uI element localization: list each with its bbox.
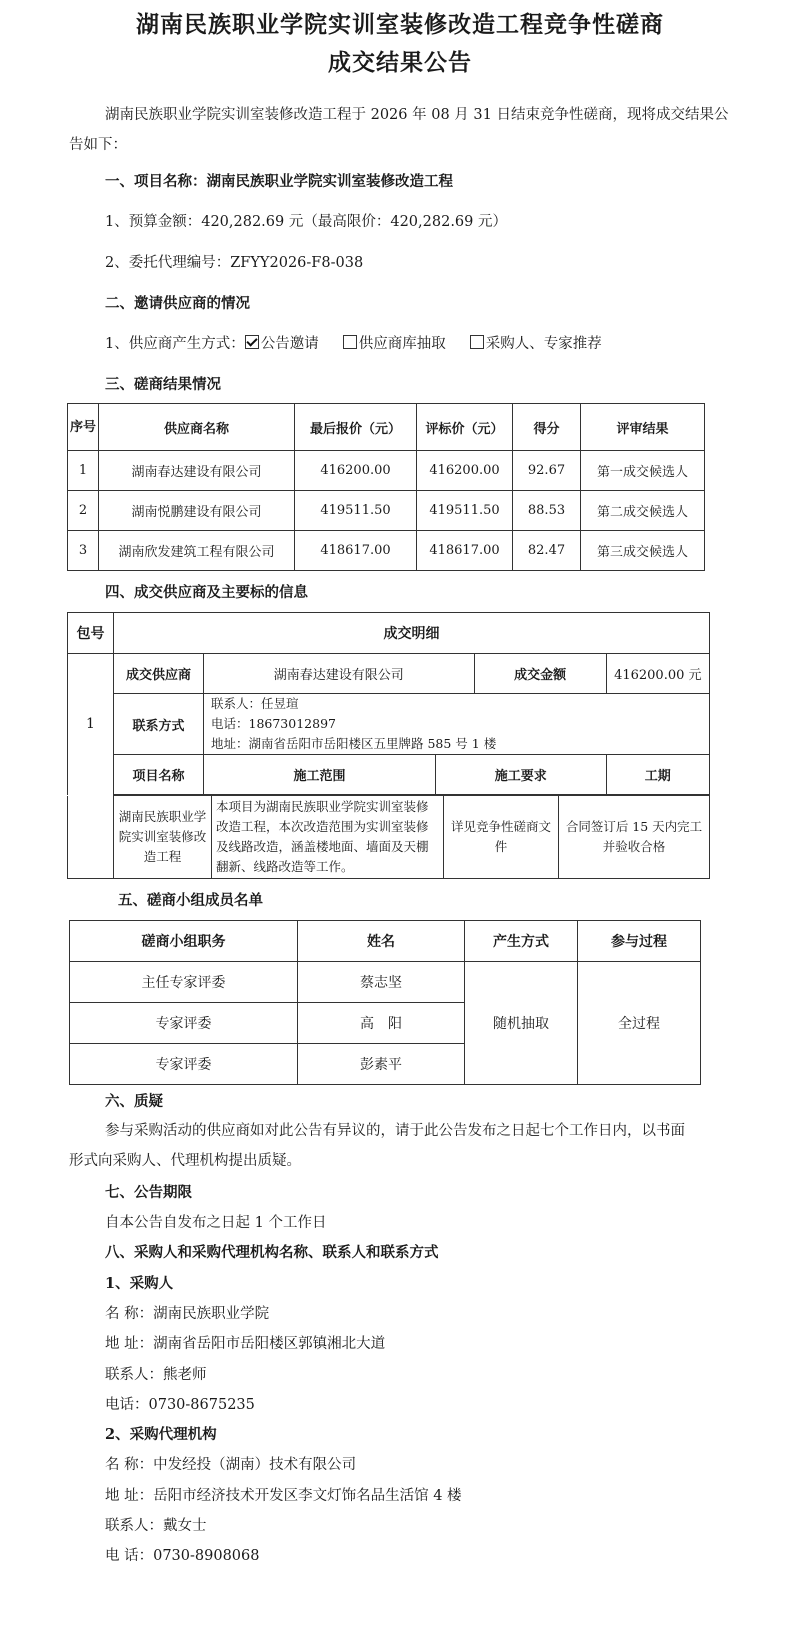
cell: 湖南欣发建筑工程有限公司	[99, 531, 295, 571]
table-header-row	[68, 404, 705, 451]
cell: 418617.00	[417, 531, 513, 571]
requirement-label: 施工要求	[436, 755, 607, 795]
checkbox-empty-icon	[343, 335, 357, 349]
cell: 3	[68, 531, 99, 571]
intro-paragraph: 湖南民族职业学院实训室装修改造工程于 2026 年 08 月 31 日结束竞争性磋商，现将成交结果公告如下：	[69, 107, 729, 153]
section-3-heading: 三、磋商结果情况	[105, 376, 221, 393]
section-7-heading: 七、公告期限	[105, 1184, 192, 1201]
cell: 1	[68, 451, 99, 491]
challenge-paragraph: 参与采购活动的供应商如对此公告有异议的，请于此公告发布之日起七个工作日内，以书面形式向采购人、代理机构提出质疑。	[69, 1123, 685, 1169]
supplier-method-line	[105, 332, 602, 353]
section-6-heading: 六、质疑	[105, 1093, 163, 1110]
cell: 2	[68, 491, 99, 531]
supplier-label: 成交供应商	[114, 654, 204, 694]
col-name: 姓名	[298, 921, 465, 962]
col-score: 得分	[513, 404, 581, 451]
cell: 湖南悦鹏建设有限公司	[99, 491, 295, 531]
agency-phone: 电 话：0730-8908068	[105, 1548, 260, 1564]
notice-period-text: 自本公告自发布之日起 1 个工作日	[105, 1215, 327, 1231]
cell: 82.47	[513, 531, 581, 571]
agency-heading: 2、采购代理机构	[105, 1426, 217, 1443]
page-subtitle: 成交结果公告	[328, 49, 472, 76]
cell: 88.53	[513, 491, 581, 531]
cell: 418617.00	[295, 531, 417, 571]
table-row	[68, 451, 705, 491]
buyer-contact: 联系人：熊老师	[105, 1367, 207, 1383]
cell: 专家评委	[70, 1003, 298, 1044]
col-deal-detail: 成交明细	[114, 613, 710, 654]
col-role: 磋商小组职务	[70, 921, 298, 962]
cell: 蔡志坚	[298, 962, 465, 1003]
table-row	[70, 962, 701, 1003]
cell: 专家评委	[70, 1044, 298, 1085]
section-4-heading: 四、成交供应商及主要标的信息	[105, 584, 308, 601]
scope-value: 本项目为湖南民族职业学院实训室装修改造工程，本次改造范围为实训室装修及线路改造，涵盖楼地面、墙面及天棚翻新、线路改造等工作。	[212, 796, 444, 879]
table-row	[68, 491, 705, 531]
period-label: 工期	[606, 755, 709, 795]
supplier-value: 湖南春达建设有限公司	[204, 654, 475, 694]
section-5-heading: 五、磋商小组成员名单	[118, 892, 263, 909]
contact-address: 地址：湖南省岳阳市岳阳楼区五里牌路 585 号 1 楼	[211, 736, 497, 751]
contact-details	[204, 694, 710, 755]
consultation-results-table	[67, 403, 705, 571]
cell: 416200.00	[295, 451, 417, 491]
section-1-heading: 一、项目名称：湖南民族职业学院实训室装修改造工程	[105, 173, 453, 190]
option-public-invitation: 公告邀请	[260, 336, 319, 352]
period-value: 合同签订后 15 天内完工并验收合格	[559, 796, 710, 879]
amount-label: 成交金额	[474, 654, 606, 694]
col-supplier-name: 供应商名称	[99, 404, 295, 451]
cell: 湖南春达建设有限公司	[99, 451, 295, 491]
cell: 419511.50	[417, 491, 513, 531]
cell: 主任专家评委	[70, 962, 298, 1003]
project-detail-row	[67, 795, 710, 879]
col-process: 参与过程	[578, 921, 701, 962]
cell: 高 阳	[298, 1003, 465, 1044]
cell: 彭素平	[298, 1044, 465, 1085]
cell: 92.67	[513, 451, 581, 491]
buyer-phone: 电话：0730-8675235	[105, 1397, 255, 1413]
agency-contact: 联系人：戴女士	[105, 1518, 207, 1534]
panel-members-table	[69, 920, 701, 1085]
member-process: 全过程	[578, 962, 701, 1085]
project-name-label: 项目名称	[114, 755, 204, 795]
col-result: 评审结果	[581, 404, 705, 451]
page-title: 湖南民族职业学院实训室装修改造工程竞争性磋商	[136, 11, 664, 38]
option-supplier-library: 供应商库抽取	[358, 336, 446, 352]
member-method: 随机抽取	[465, 962, 578, 1085]
option-recommendation: 采购人、专家推荐	[485, 336, 602, 352]
contact-phone: 电话：18673012897	[211, 716, 336, 731]
winning-supplier-table	[67, 612, 710, 795]
section-2-heading: 二、邀请供应商的情况	[105, 295, 250, 312]
agency-address: 地 址：岳阳市经济技术开发区李文灯饰名品生活馆 4 楼	[105, 1488, 462, 1504]
supplier-method-label: 1、供应商产生方式：	[105, 336, 245, 352]
col-eval-price: 评标价（元）	[417, 404, 513, 451]
scope-label: 施工范围	[204, 755, 436, 795]
buyer-name: 名 称：湖南民族职业学院	[105, 1306, 270, 1322]
col-package: 包号	[68, 613, 114, 654]
package-number: 1	[68, 654, 114, 795]
buyer-address: 地 址：湖南省岳阳市岳阳楼区郭镇湘北大道	[105, 1336, 386, 1352]
col-final-price: 最后报价（元）	[295, 404, 417, 451]
agent-number-line: 2、委托代理编号：ZFYY2026-F8-038	[105, 255, 364, 271]
project-name-value: 湖南民族职业学院实训室装修改造工程	[114, 796, 212, 879]
requirement-value: 详见竞争性磋商文件	[444, 796, 559, 879]
contact-label: 联系方式	[114, 694, 204, 755]
budget-line: 1、预算金额：420,282.69 元（最高限价：420,282.69 元）	[105, 214, 507, 230]
contact-person: 联系人：任昱瑄	[211, 696, 299, 711]
col-method: 产生方式	[465, 921, 578, 962]
buyer-heading: 1、采购人	[105, 1275, 174, 1292]
table-row	[68, 531, 705, 571]
checkbox-empty-icon	[470, 335, 484, 349]
checkbox-checked-icon	[245, 335, 259, 349]
cell: 419511.50	[295, 491, 417, 531]
cell: 第二成交候选人	[581, 491, 705, 531]
cell: 第三成交候选人	[581, 531, 705, 571]
section-8-heading: 八、采购人和采购代理机构名称、联系人和联系方式	[105, 1244, 439, 1261]
cell: 第一成交候选人	[581, 451, 705, 491]
cell: 416200.00	[417, 451, 513, 491]
amount-value: 416200.00 元	[606, 654, 709, 694]
agency-name: 名 称：中发经投（湖南）技术有限公司	[105, 1457, 357, 1473]
col-index: 序号	[68, 404, 99, 451]
